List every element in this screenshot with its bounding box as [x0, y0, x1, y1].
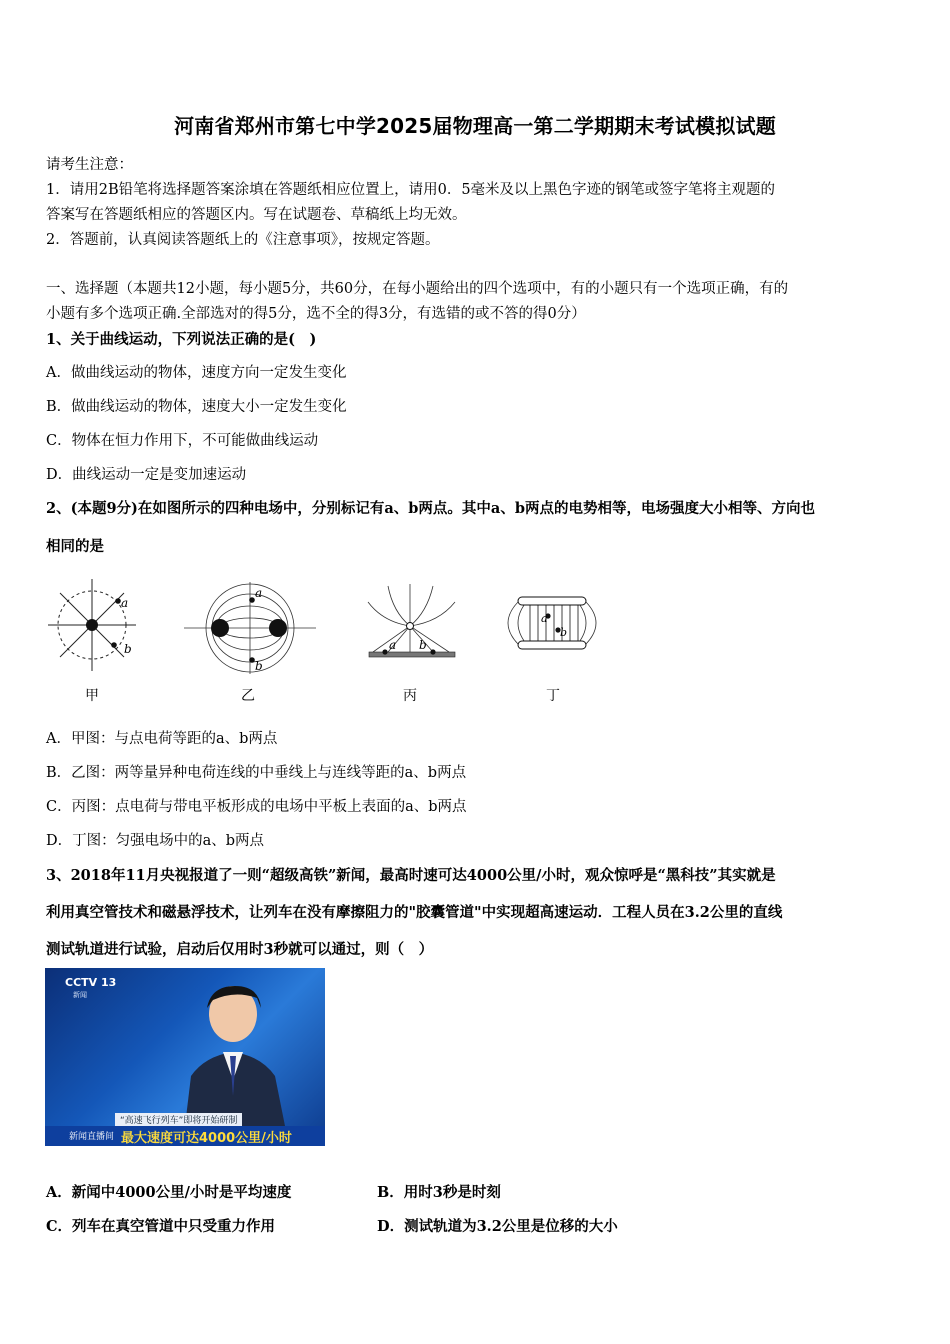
q2-option-b: B．乙图：两等量异种电荷连线的中垂线上与连线等距的a、b两点	[46, 765, 467, 781]
figure-ding	[498, 578, 606, 668]
q3-stem-1: 3、2018年11月央视报道了一则“超级高铁”新闻，最高时速可达4000公里/小时，观众惊呼是“黑科技”其实就是	[46, 867, 776, 884]
q1-option-b: B．做曲线运动的物体，速度大小一定发生变化	[46, 399, 347, 415]
figure-jia	[46, 575, 140, 675]
q2-option-a: A．甲图：与点电荷等距的a、b两点	[46, 731, 278, 747]
tv-channel-sub: 新闻	[73, 991, 87, 999]
tv-channel-logo: CCTV 13	[65, 976, 117, 989]
news-screenshot	[45, 968, 325, 1146]
notice-heading: 请考生注意：	[46, 157, 133, 173]
tv-caption-top: “高速飞行列车”即将开始研制	[115, 1113, 242, 1126]
section-intro-2: 小题有多个选项正确.全部选对的得5分，选不全的得3分，有选错的或不答的得0分）	[46, 306, 586, 322]
figure-jia-label: 甲	[85, 688, 99, 704]
jia-point-b: b	[124, 642, 132, 656]
q2-option-c: C．丙图：点电荷与带电平板形成的电场中平板上表面的a、b两点	[46, 799, 467, 815]
q1-option-a: A．做曲线运动的物体，速度方向一定发生变化	[46, 365, 347, 381]
q3-option-d: D．测试轨道为3.2公里是位移的大小	[377, 1218, 618, 1235]
tv-caption-text: 最大速度可达4000公里/小时	[121, 1131, 292, 1146]
yi-point-a: a	[255, 586, 263, 600]
notice-line-2: 答案写在答题纸相应的答题区内。写在试题卷、草稿纸上均无效。	[46, 207, 467, 223]
q3-option-a: A．新闻中4000公里/小时是平均速度	[46, 1184, 292, 1201]
ding-point-a: a	[541, 612, 548, 625]
bing-point-b: b	[419, 638, 427, 652]
q3-option-c: C．列车在真空管道中只受重力作用	[46, 1218, 276, 1235]
tv-program-name: 新闻直播间	[69, 1132, 115, 1142]
ding-point-b: b	[560, 626, 568, 639]
notice-line-3: 2．答题前，认真阅读答题纸上的《注意事项》，按规定答题。	[46, 232, 440, 248]
q2-stem-2: 相同的是	[46, 538, 104, 555]
yi-point-b: b	[255, 659, 263, 673]
section-intro-1: 一、选择题（本题共12小题，每小题5分，共60分，在每小题给出的四个选项中，有的小题只有一个选项正确，有的	[46, 281, 789, 297]
figure-bing	[363, 582, 461, 666]
q2-stem-1: 2、(本题9分)在如图所示的四种电场中，分别标记有a、b两点。其中a、b两点的电势相等，电场强度大小相等、方向也	[46, 500, 815, 517]
jia-point-a: a	[121, 596, 129, 610]
q3-option-b: B．用时3秒是时刻	[377, 1184, 501, 1201]
figure-yi-label: 乙	[241, 688, 255, 704]
q2-option-d: D．丁图：匀强电场中的a、b两点	[46, 833, 265, 849]
bing-point-a: a	[389, 638, 397, 652]
news-anchor	[185, 984, 285, 1126]
figure-yi	[180, 580, 320, 676]
figure-ding-label: 丁	[546, 688, 560, 704]
q1-option-d: D．曲线运动一定是变加速运动	[46, 467, 247, 483]
notice-line-1: 1．请用2B铅笔将选择题答案涂填在答题纸相应位置上，请用0．5毫米及以上黑色字迹的钢笔或签字笔将主观题的	[46, 182, 776, 198]
q1-stem: 1、关于曲线运动，下列说法正确的是( )	[46, 331, 317, 348]
q1-option-c: C．物体在恒力作用下，不可能做曲线运动	[46, 433, 319, 449]
q3-stem-2: 利用真空管技术和磁悬浮技术，让列车在没有摩擦阻力的"胶囊管道"中实现超高速运动．工程人员在3.2公里的直线	[46, 904, 783, 921]
q3-stem-3: 测试轨道进行试验，启动后仅用时3秒就可以通过，则（ ）	[46, 941, 434, 958]
exam-title: 河南省郑州市第七中学2025届物理高一第二学期期末考试模拟试题	[174, 114, 776, 138]
figure-bing-label: 丙	[403, 688, 417, 704]
